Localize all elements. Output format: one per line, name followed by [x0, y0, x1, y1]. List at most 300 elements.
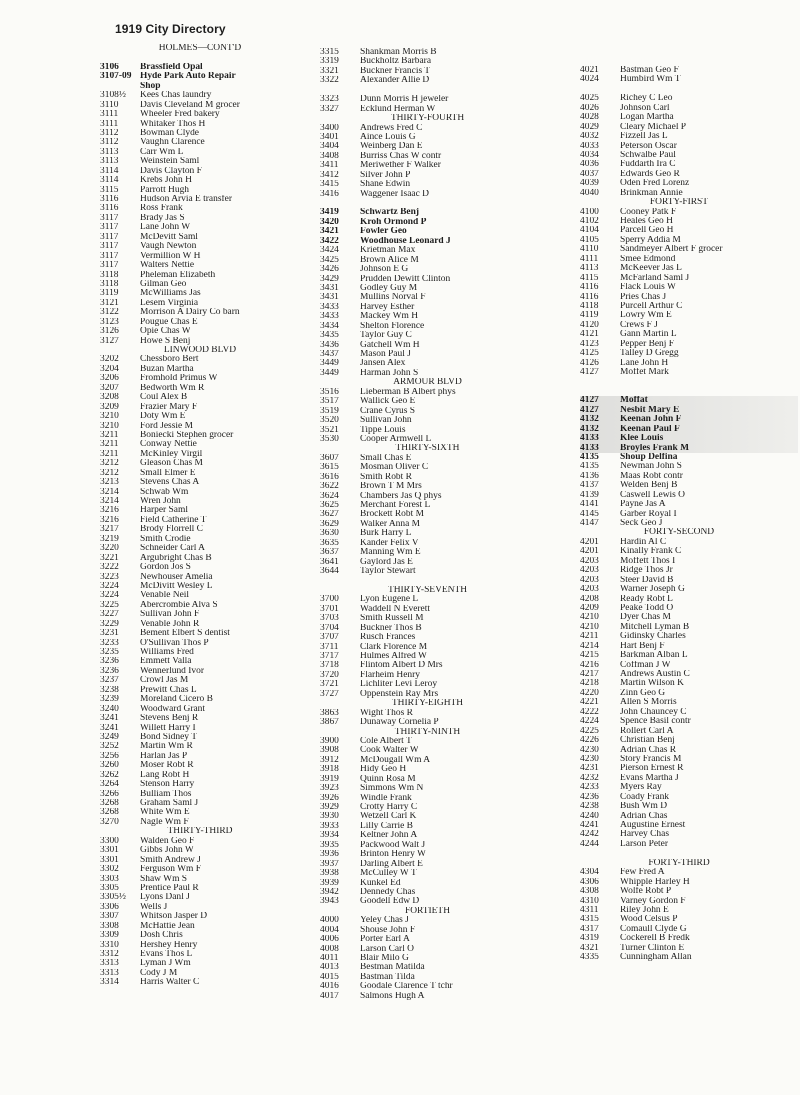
resident-name: Taylor Guy C	[360, 331, 412, 341]
directory-entry	[100, 780, 300, 789]
directory-entry	[100, 771, 300, 780]
house-number: 3918	[320, 765, 339, 775]
house-number: 3412	[320, 170, 339, 180]
resident-name: Clark Florence M	[360, 642, 428, 652]
resident-name: Smith Crodie	[140, 534, 191, 544]
resident-name: Hardin Al C	[620, 537, 667, 547]
directory-entry	[320, 275, 555, 284]
house-number: 3433	[320, 302, 339, 312]
resident-name: Gann Martin L	[620, 330, 677, 340]
resident-name: Hudson Arvia E transfer	[140, 195, 232, 204]
resident-name: Small Elmer E	[140, 468, 196, 478]
directory-entry	[580, 189, 798, 198]
directory-entry	[100, 705, 300, 714]
street-heading	[320, 728, 555, 737]
house-number: 4203	[580, 566, 599, 576]
resident-name: Alexander Allie D	[360, 76, 430, 86]
house-number: 3420	[320, 217, 339, 227]
house-number: 3225	[100, 600, 119, 610]
house-number: 3942	[320, 887, 339, 897]
house-number: 3301	[100, 846, 119, 856]
resident-name: Gatchell Wm H	[360, 340, 420, 350]
house-number: 4120	[580, 320, 599, 330]
resident-name: Comaull Clyde G	[620, 924, 687, 934]
resident-name: Hershey Henry	[140, 940, 198, 950]
directory-entry	[320, 718, 555, 727]
house-number: 3425	[320, 255, 339, 265]
resident-name: Evans Martha J	[620, 773, 679, 783]
directory-entry	[100, 573, 300, 582]
house-number: 4222	[580, 707, 599, 717]
house-number: 3426	[320, 265, 339, 275]
resident-name: Jansen Alex	[360, 359, 406, 369]
directory-entry	[320, 95, 555, 104]
resident-name: McDougall Wm A	[360, 755, 431, 765]
house-number: 3212	[100, 459, 119, 469]
street-name: THIRTY-SEVENTH	[387, 585, 468, 595]
directory-entry	[320, 945, 555, 954]
house-number: 3211	[100, 440, 119, 450]
directory-entry	[100, 450, 300, 459]
house-number: 4132	[580, 415, 599, 425]
directory-entry	[100, 884, 300, 893]
house-number: 4135	[580, 452, 599, 462]
house-number: 3519	[320, 406, 339, 416]
directory-entry	[320, 293, 555, 302]
directory-entry	[320, 482, 555, 491]
resident-name: Sandmeyer Albert F grocer	[620, 245, 723, 255]
directory-column-1	[100, 44, 300, 988]
directory-entry	[100, 761, 300, 770]
house-number: 3863	[320, 708, 339, 718]
directory-entry	[100, 167, 300, 176]
house-number: 3937	[320, 859, 339, 869]
directory-entry	[580, 670, 798, 679]
resident-name: Harris Walter C	[140, 978, 200, 988]
resident-name: Keenan Paul F	[620, 424, 680, 434]
house-number: 3114	[100, 176, 119, 186]
directory-entry	[320, 558, 555, 567]
resident-name: Flintom Albert D Mrs	[360, 661, 443, 671]
house-number: 4104	[580, 226, 599, 236]
house-number: 4236	[580, 792, 599, 802]
house-number: 3319	[320, 57, 339, 67]
resident-name: Bush Wm D	[620, 802, 668, 812]
house-number: 3615	[320, 463, 339, 473]
directory-entry	[320, 359, 555, 368]
house-number: 3207	[100, 383, 119, 393]
directory-entry	[320, 794, 555, 803]
resident-name: Few Fred A	[620, 868, 665, 878]
directory-entry	[320, 218, 555, 227]
house-number: 3224	[100, 581, 119, 591]
resident-name: Smith Russell M	[360, 614, 424, 624]
resident-name: Stevens Chas A	[140, 478, 200, 488]
house-number: 3424	[320, 246, 339, 256]
directory-entry	[320, 982, 555, 991]
house-number: 3237	[100, 676, 119, 686]
house-number: 3306	[100, 902, 119, 912]
resident-name: Fowler Geo	[360, 227, 407, 237]
directory-entry	[320, 331, 555, 340]
resident-name: Logan Martha	[620, 113, 674, 123]
resident-name: Christian Benj	[620, 736, 675, 746]
house-number: 4036	[580, 160, 599, 170]
street-heading	[320, 907, 555, 916]
house-number: 3216	[100, 515, 119, 525]
directory-entry	[100, 676, 300, 685]
resident-name: Nagle Wm F	[140, 817, 189, 827]
resident-name: Sperry Addia M	[620, 235, 681, 245]
resident-name: Bastman Geo F	[620, 66, 679, 75]
house-number: 4231	[580, 764, 599, 774]
house-number: 4011	[320, 954, 339, 963]
resident-name: Stevens Benj R	[140, 714, 199, 724]
resident-name: Oppenstein Ray Mrs	[360, 689, 439, 699]
house-number: 3644	[320, 567, 339, 577]
directory-entry	[100, 393, 300, 402]
house-number: 4029	[580, 122, 599, 132]
house-number: 3206	[100, 374, 119, 384]
resident-name: Buckholtz Barbara	[360, 57, 432, 67]
street-name: FORTIETH	[404, 906, 451, 916]
directory-entry	[580, 462, 798, 471]
resident-name: Shelton Florence	[360, 321, 425, 331]
house-number: 3520	[320, 416, 339, 426]
directory-entry	[320, 246, 555, 255]
resident-name: Yeley Chas J	[360, 916, 409, 926]
directory-entry	[100, 582, 300, 591]
house-number: 3630	[320, 529, 339, 539]
house-number: 3108½	[100, 91, 126, 101]
resident-name: O'Sullivan Thos P	[140, 638, 209, 648]
spacer	[580, 377, 798, 386]
house-number: 4224	[580, 717, 599, 727]
street-name: FORTY-SECOND	[643, 528, 715, 538]
house-number: 4203	[580, 585, 599, 595]
directory-entry	[100, 280, 300, 289]
resident-name: Cody J M	[140, 968, 178, 978]
house-number: 4216	[580, 660, 599, 670]
resident-name: Krebs John H	[140, 176, 192, 186]
house-number: 3943	[320, 897, 339, 907]
resident-name: Prudden Dewitt Clinton	[360, 274, 451, 284]
house-number: 3116	[100, 204, 119, 214]
resident-name: Whitson Jasper D	[140, 912, 208, 922]
resident-name: Caswell Lewis O	[620, 490, 686, 500]
directory-entry	[320, 341, 555, 350]
house-number: 3700	[320, 595, 339, 605]
house-number: 4127	[580, 368, 599, 377]
resident-name: Lane John W	[140, 223, 191, 233]
house-number: 3115	[100, 185, 119, 195]
house-number: 3935	[320, 840, 339, 850]
resident-name: Fuddarth Ira C	[620, 160, 676, 170]
directory-entry	[320, 190, 555, 199]
directory-entry	[580, 698, 798, 707]
directory-entry	[320, 831, 555, 840]
resident-name: Krietman Max	[360, 246, 416, 256]
house-number: 3308	[100, 921, 119, 931]
house-number: 3727	[320, 689, 339, 699]
directory-entry	[580, 878, 798, 887]
house-number: 3435	[320, 331, 339, 341]
directory-entry	[100, 733, 300, 742]
house-number: 4037	[580, 169, 599, 179]
resident-name: Humbird Wm T	[620, 75, 681, 85]
resident-name: Gordon Jos S	[140, 563, 191, 573]
house-number: 3121	[100, 298, 119, 308]
directory-entry	[100, 620, 300, 629]
house-number: 4015	[320, 972, 339, 982]
directory-entry	[320, 926, 555, 935]
house-number: 4203	[580, 556, 599, 566]
house-number: 3431	[320, 283, 339, 293]
house-number: 3530	[320, 434, 339, 444]
directory-entry	[100, 101, 300, 110]
directory-entry	[100, 365, 300, 374]
resident-name: Weinberg Dan E	[360, 142, 423, 152]
house-number: 3704	[320, 623, 339, 633]
house-number: 4308	[580, 887, 599, 897]
house-number: 4021	[580, 66, 599, 75]
directory-entry	[320, 510, 555, 519]
directory-entry	[320, 208, 555, 217]
directory-entry	[100, 893, 300, 902]
resident-name: Chambers Jas Q phys	[360, 491, 442, 501]
street-name: THIRTY-SIXTH	[395, 444, 460, 454]
street-heading	[580, 859, 798, 868]
directory-entry	[320, 897, 555, 906]
resident-name: Brockett Robt M	[360, 510, 424, 520]
directory-entry	[320, 454, 555, 463]
resident-name: Payne Jas A	[620, 500, 666, 510]
directory-entry	[580, 245, 798, 254]
directory-entry	[320, 369, 555, 378]
resident-name: Maas Robt contr	[620, 471, 683, 481]
resident-name: Lyman J Wm	[140, 959, 191, 969]
directory-entry	[320, 426, 555, 435]
directory-entry	[580, 746, 798, 755]
resident-name: Kinally Frank C	[620, 547, 682, 557]
directory-entry	[580, 264, 798, 273]
house-number: 3419	[320, 208, 339, 218]
directory-entry	[100, 72, 300, 81]
house-number: 3117	[100, 242, 119, 252]
resident-name: Schwalbe Paul	[620, 150, 676, 160]
resident-name: Gaylord Jas E	[360, 557, 413, 567]
house-number: 4004	[320, 925, 339, 935]
resident-name: Fizzell Jas L	[620, 132, 668, 142]
directory-entry	[100, 554, 300, 563]
resident-name: Brinton Henry W	[360, 850, 426, 860]
house-number: 3210	[100, 412, 119, 422]
resident-name: Mason Paul J	[360, 350, 411, 359]
house-number: 3434	[320, 321, 339, 331]
resident-name: Harvey Esther	[360, 302, 415, 312]
directory-entry	[100, 695, 300, 704]
resident-name: Walden Geo F	[140, 836, 195, 846]
directory-entry	[320, 595, 555, 604]
directory-entry	[580, 632, 798, 641]
house-number: 3436	[320, 340, 339, 350]
resident-name: Vaughn Clarence	[140, 138, 205, 148]
house-number: 4210	[580, 622, 599, 632]
directory-entry	[320, 161, 555, 170]
directory-entry	[580, 491, 798, 500]
resident-name: Simmons Wm N	[360, 784, 424, 794]
house-number: 4238	[580, 802, 599, 812]
directory-entry	[320, 709, 555, 718]
house-number: 3227	[100, 610, 119, 620]
resident-name: Welden Benj B	[620, 481, 678, 491]
resident-name: Williams Fred	[140, 648, 194, 657]
directory-entry	[320, 388, 555, 397]
house-number: 3202	[100, 355, 119, 365]
directory-entry	[580, 915, 798, 924]
house-number: 4013	[320, 963, 339, 973]
house-number: 3116	[100, 195, 119, 204]
house-number: 4230	[580, 745, 599, 755]
house-number: 3433	[320, 312, 339, 322]
directory-entry	[100, 271, 300, 280]
directory-entry	[320, 227, 555, 236]
resident-name: Bowman Clyde	[140, 128, 199, 138]
resident-name: Woodhouse Leonard J	[360, 236, 451, 246]
resident-name: Brown T M Mrs	[360, 482, 422, 492]
directory-entry	[580, 953, 798, 962]
house-number: 3625	[320, 501, 339, 510]
resident-name: Vermillion W H	[140, 251, 201, 261]
house-number: 4111	[580, 254, 599, 264]
resident-name: Weinstein Saml	[140, 157, 200, 167]
house-number: 3315	[320, 48, 339, 57]
house-number: 3408	[320, 151, 339, 161]
house-number: 3303	[100, 874, 119, 884]
house-number: 4008	[320, 944, 339, 954]
street-name: THIRTY-THIRD	[167, 827, 233, 837]
directory-entry	[100, 657, 300, 666]
directory-entry	[100, 856, 300, 865]
house-number: 3309	[100, 931, 119, 941]
resident-name: Waggener Isaac D	[360, 189, 429, 199]
directory-entry	[580, 689, 798, 698]
house-number: 4321	[580, 943, 599, 953]
resident-name: Walker Anna M	[360, 519, 421, 529]
house-number: 3119	[100, 289, 119, 299]
resident-name: Blair Milo G	[360, 954, 409, 963]
directory-entry	[580, 208, 798, 217]
resident-name: Bond Sidney T	[140, 732, 197, 742]
house-number: 3411	[320, 161, 339, 171]
directory-entry	[580, 944, 798, 953]
resident-name: Wolfe Robt P	[620, 887, 672, 897]
directory-entry	[100, 610, 300, 619]
resident-name: Fromhold Primus W	[140, 374, 218, 384]
house-number: 3240	[100, 704, 119, 714]
resident-name: Cockerell B Fredk	[620, 934, 690, 944]
house-number: 3117	[100, 232, 119, 242]
resident-name: Whipple Harley H	[620, 877, 690, 887]
house-number: 3302	[100, 865, 119, 875]
house-number: 3214	[100, 497, 119, 506]
directory-entry	[580, 66, 798, 75]
street-heading	[580, 528, 798, 537]
house-number: 3312	[100, 950, 119, 959]
house-number: 3117	[100, 213, 119, 223]
house-number: 4242	[580, 830, 599, 840]
directory-entry	[100, 440, 300, 449]
directory-entry	[100, 922, 300, 931]
house-number: 3930	[320, 812, 339, 822]
directory-entry	[580, 830, 798, 839]
house-number: 4241	[580, 821, 599, 830]
resident-name: Graham Saml J	[140, 799, 199, 808]
house-number: 4306	[580, 877, 599, 887]
house-number: 3404	[320, 142, 339, 152]
house-number: 3117	[100, 261, 119, 271]
house-number: 4215	[580, 651, 599, 661]
resident-name: Flack Louis W	[620, 283, 676, 293]
house-number: 3637	[320, 548, 339, 558]
directory-entry	[580, 104, 798, 113]
resident-name: Pougue Chas E	[140, 317, 198, 327]
resident-name: Ready Robt L	[620, 594, 673, 604]
directory-entry	[100, 157, 300, 166]
resident-name: Wells J	[140, 902, 168, 912]
resident-name: Brassfield Opal	[140, 62, 203, 72]
resident-name: Johnson Carl	[620, 103, 670, 113]
directory-entry	[580, 255, 798, 264]
house-number: 3629	[320, 519, 339, 529]
house-number: 3241	[100, 723, 119, 733]
directory-entry	[320, 812, 555, 821]
street-name: FORTY-FIRST	[649, 198, 709, 208]
resident-name: Dunaway Cornelia P	[360, 718, 439, 728]
directory-entry	[100, 469, 300, 478]
resident-name: Gibbs John W	[140, 846, 194, 856]
directory-entry	[100, 591, 300, 600]
directory-entry	[320, 869, 555, 878]
house-number: 3313	[100, 968, 119, 978]
house-number: 3314	[100, 978, 119, 988]
directory-entry	[100, 959, 300, 968]
resident-name: Aince Louis G	[360, 132, 416, 142]
resident-name: McFarland Saml J	[620, 273, 690, 283]
resident-name: Ecklund Herman W	[360, 104, 436, 114]
house-number: 4127	[580, 405, 599, 415]
resident-name: Coul Alex B	[140, 393, 188, 403]
directory-entry	[580, 94, 798, 103]
resident-name: Newhouser Amelia	[140, 572, 213, 582]
resident-name: Story Francis M	[620, 754, 682, 764]
directory-entry	[100, 535, 300, 544]
directory-entry	[320, 605, 555, 614]
house-number: 3900	[320, 736, 339, 746]
directory-entry	[320, 416, 555, 425]
directory-entry	[100, 308, 300, 317]
resident-name: Burk Harry L	[360, 529, 412, 539]
house-number: 3241	[100, 714, 119, 724]
directory-entry	[100, 742, 300, 751]
directory-entry	[100, 686, 300, 695]
resident-name: Dunn Morris H jeweler	[360, 95, 449, 105]
resident-name: Wennerlund Ivor	[140, 666, 204, 676]
house-number: 4232	[580, 773, 599, 783]
directory-entry	[320, 142, 555, 151]
house-number: 4210	[580, 613, 599, 623]
resident-name: Heales Geo H	[620, 217, 673, 226]
